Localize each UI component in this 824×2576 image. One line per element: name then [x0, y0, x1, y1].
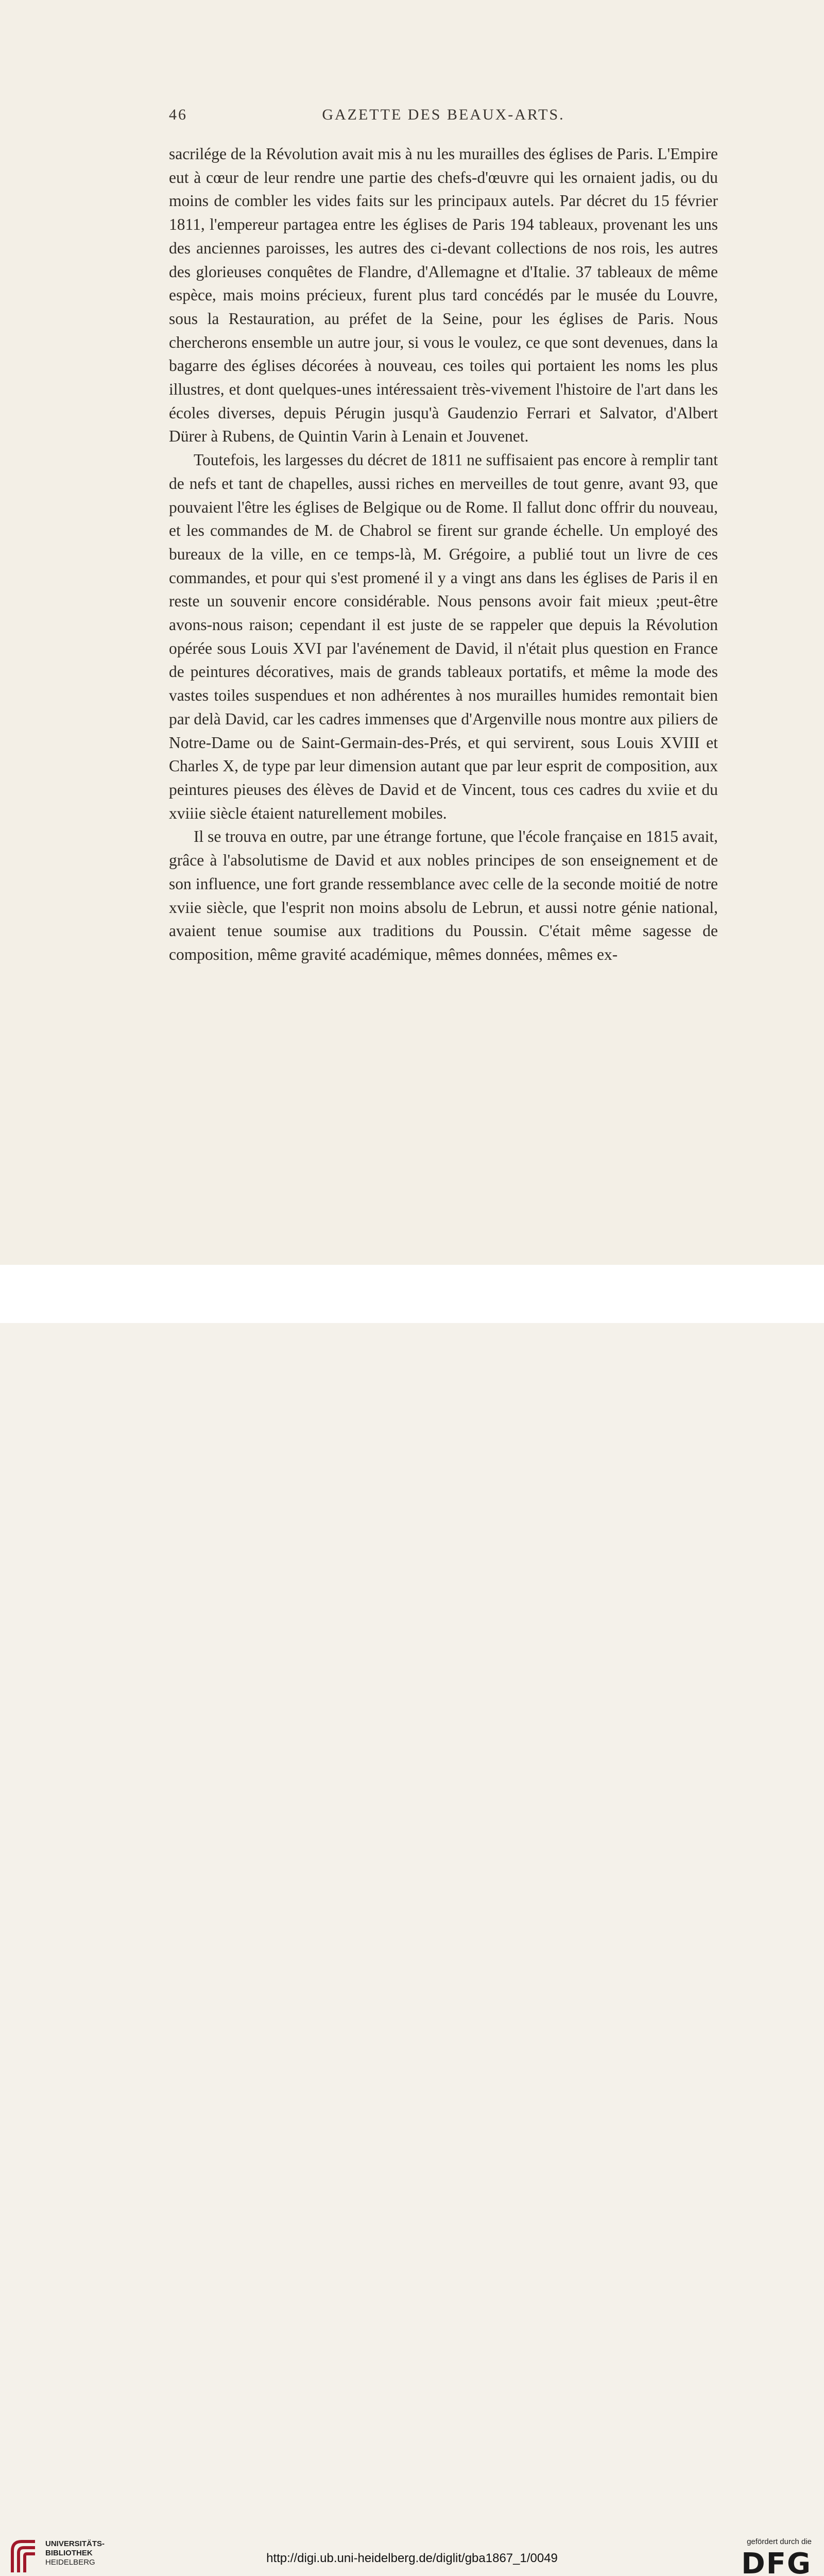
running-head: [169, 106, 718, 129]
paragraph-3: Il se trouva en outre, par une étrange fortune, que l'école française en 1815 avait, grâce à l'absolutisme de David et aux nobles principes de son enseignement et de son influence, une fort grande ressemblance avec celle de la seconde moitié de notre xviie siècle, que l'esprit non moins absolu de Lebrun, et aussi notre génie national, avaient tenue soumise aux traditions du Poussin. C'était même sagesse de composition, même gravité académique, mêmes données, mêmes ex-: [169, 827, 718, 963]
library-name-line-2: BIBLIOTHEK: [45, 2549, 93, 2557]
library-name-line-3: HEIDELBERG: [45, 2558, 95, 2567]
scanned-page: [0, 0, 824, 1265]
running-title: GAZETTE DES BEAUX-ARTS.: [322, 106, 565, 123]
library-name-line-1: UNIVERSITÄTS-: [45, 2539, 105, 2548]
permalink-url[interactable]: http://digi.ub.uni-heidelberg.de/diglit/gba1867_1/0049: [266, 2551, 558, 2565]
page-number: 46: [169, 106, 187, 123]
paragraph-2: Toutefois, les largesses du décret de 1811 ne suffisaient pas encore à remplir tant de nefs et tant de chapelles, aussi riches en merveilles de tout genre, avant 93, que pouvaient l'être les églises de Belgique ou de Rome. Il fallut donc offrir du nouveau, et les commandes de M. de Chabrol se firent sur grande échelle. Un employé des bureaux de la ville, en ce temps-là, M. Grégoire, a publié tout un livre de ces commandes, et pour qui s'est promené il y a vingt ans dans les églises de Paris il en reste un souvenir encore considérable. Nous pensons avoir fait mieux ;peut-être avons-nous raison; cependant il est juste de se rappeler que depuis la Révolution opérée sous Louis XVI par l'avénement de David, il n'était plus question en France de peintures décoratives, mais de grands tableaux portatifs, et même la mode des vastes toiles suspendues et non adhérentes à nos murailles humides remontait bien par delà David, car les cadres immenses que d'Argenville nous montre aux piliers de Notre-Dame ou de Saint-Germain-des-Prés, et qui servirent, sous Louis XVIII et Charles X, de type par leur dimension autant que par leur esprit de composition, aux peintures pieuses des élèves de David et de Vincent, tous ces cadres du xviie et du xviiie siècle étaient naturellement mobiles.: [169, 451, 718, 822]
body-text: [169, 142, 718, 967]
funding-label: gefördert durch die: [747, 2537, 812, 2546]
paragraph-1: sacrilége de la Révolution avait mis à nu les murailles des églises de Paris. L'Empire eut à cœur de leur rendre une partie des chefs-d'œuvre qui les ornaient jadis, ou du moins de combler les vides faits sur les principaux autels. Par décret du 15 février 1811, l'empereur partagea entre les églises de Paris 194 tableaux, provenant les uns des anciennes paroisses, les autres des ci-devant collections de nos rois, les autres des glorieuses conquêtes de Flandre, d'Allemagne et d'Italie. 37 tableaux de même espèce, mais moins précieux, furent plus tard concédés par le musée du Louvre, sous la Restauration, au préfet de la Seine, pour les églises de Paris. Nous chercherons ensemble un autre jour, si vous le voulez, ce que sont devenues, dans la bagarre des églises décorées à nouveau, ces toiles qui portaient les noms les plus illustres, et dont quelques-unes intéressaient très-vivement l'histoire de l'art dans les écoles diverses, depuis Pérugin jusqu'à Gaudenzio Ferrari et Salvator, d'Albert Dürer à Rubens, de Quintin Varin à Lenain et Jouvenet.: [169, 145, 718, 446]
footer-bar: [0, 1265, 824, 2576]
dfg-logo: DFG: [741, 2547, 812, 2576]
